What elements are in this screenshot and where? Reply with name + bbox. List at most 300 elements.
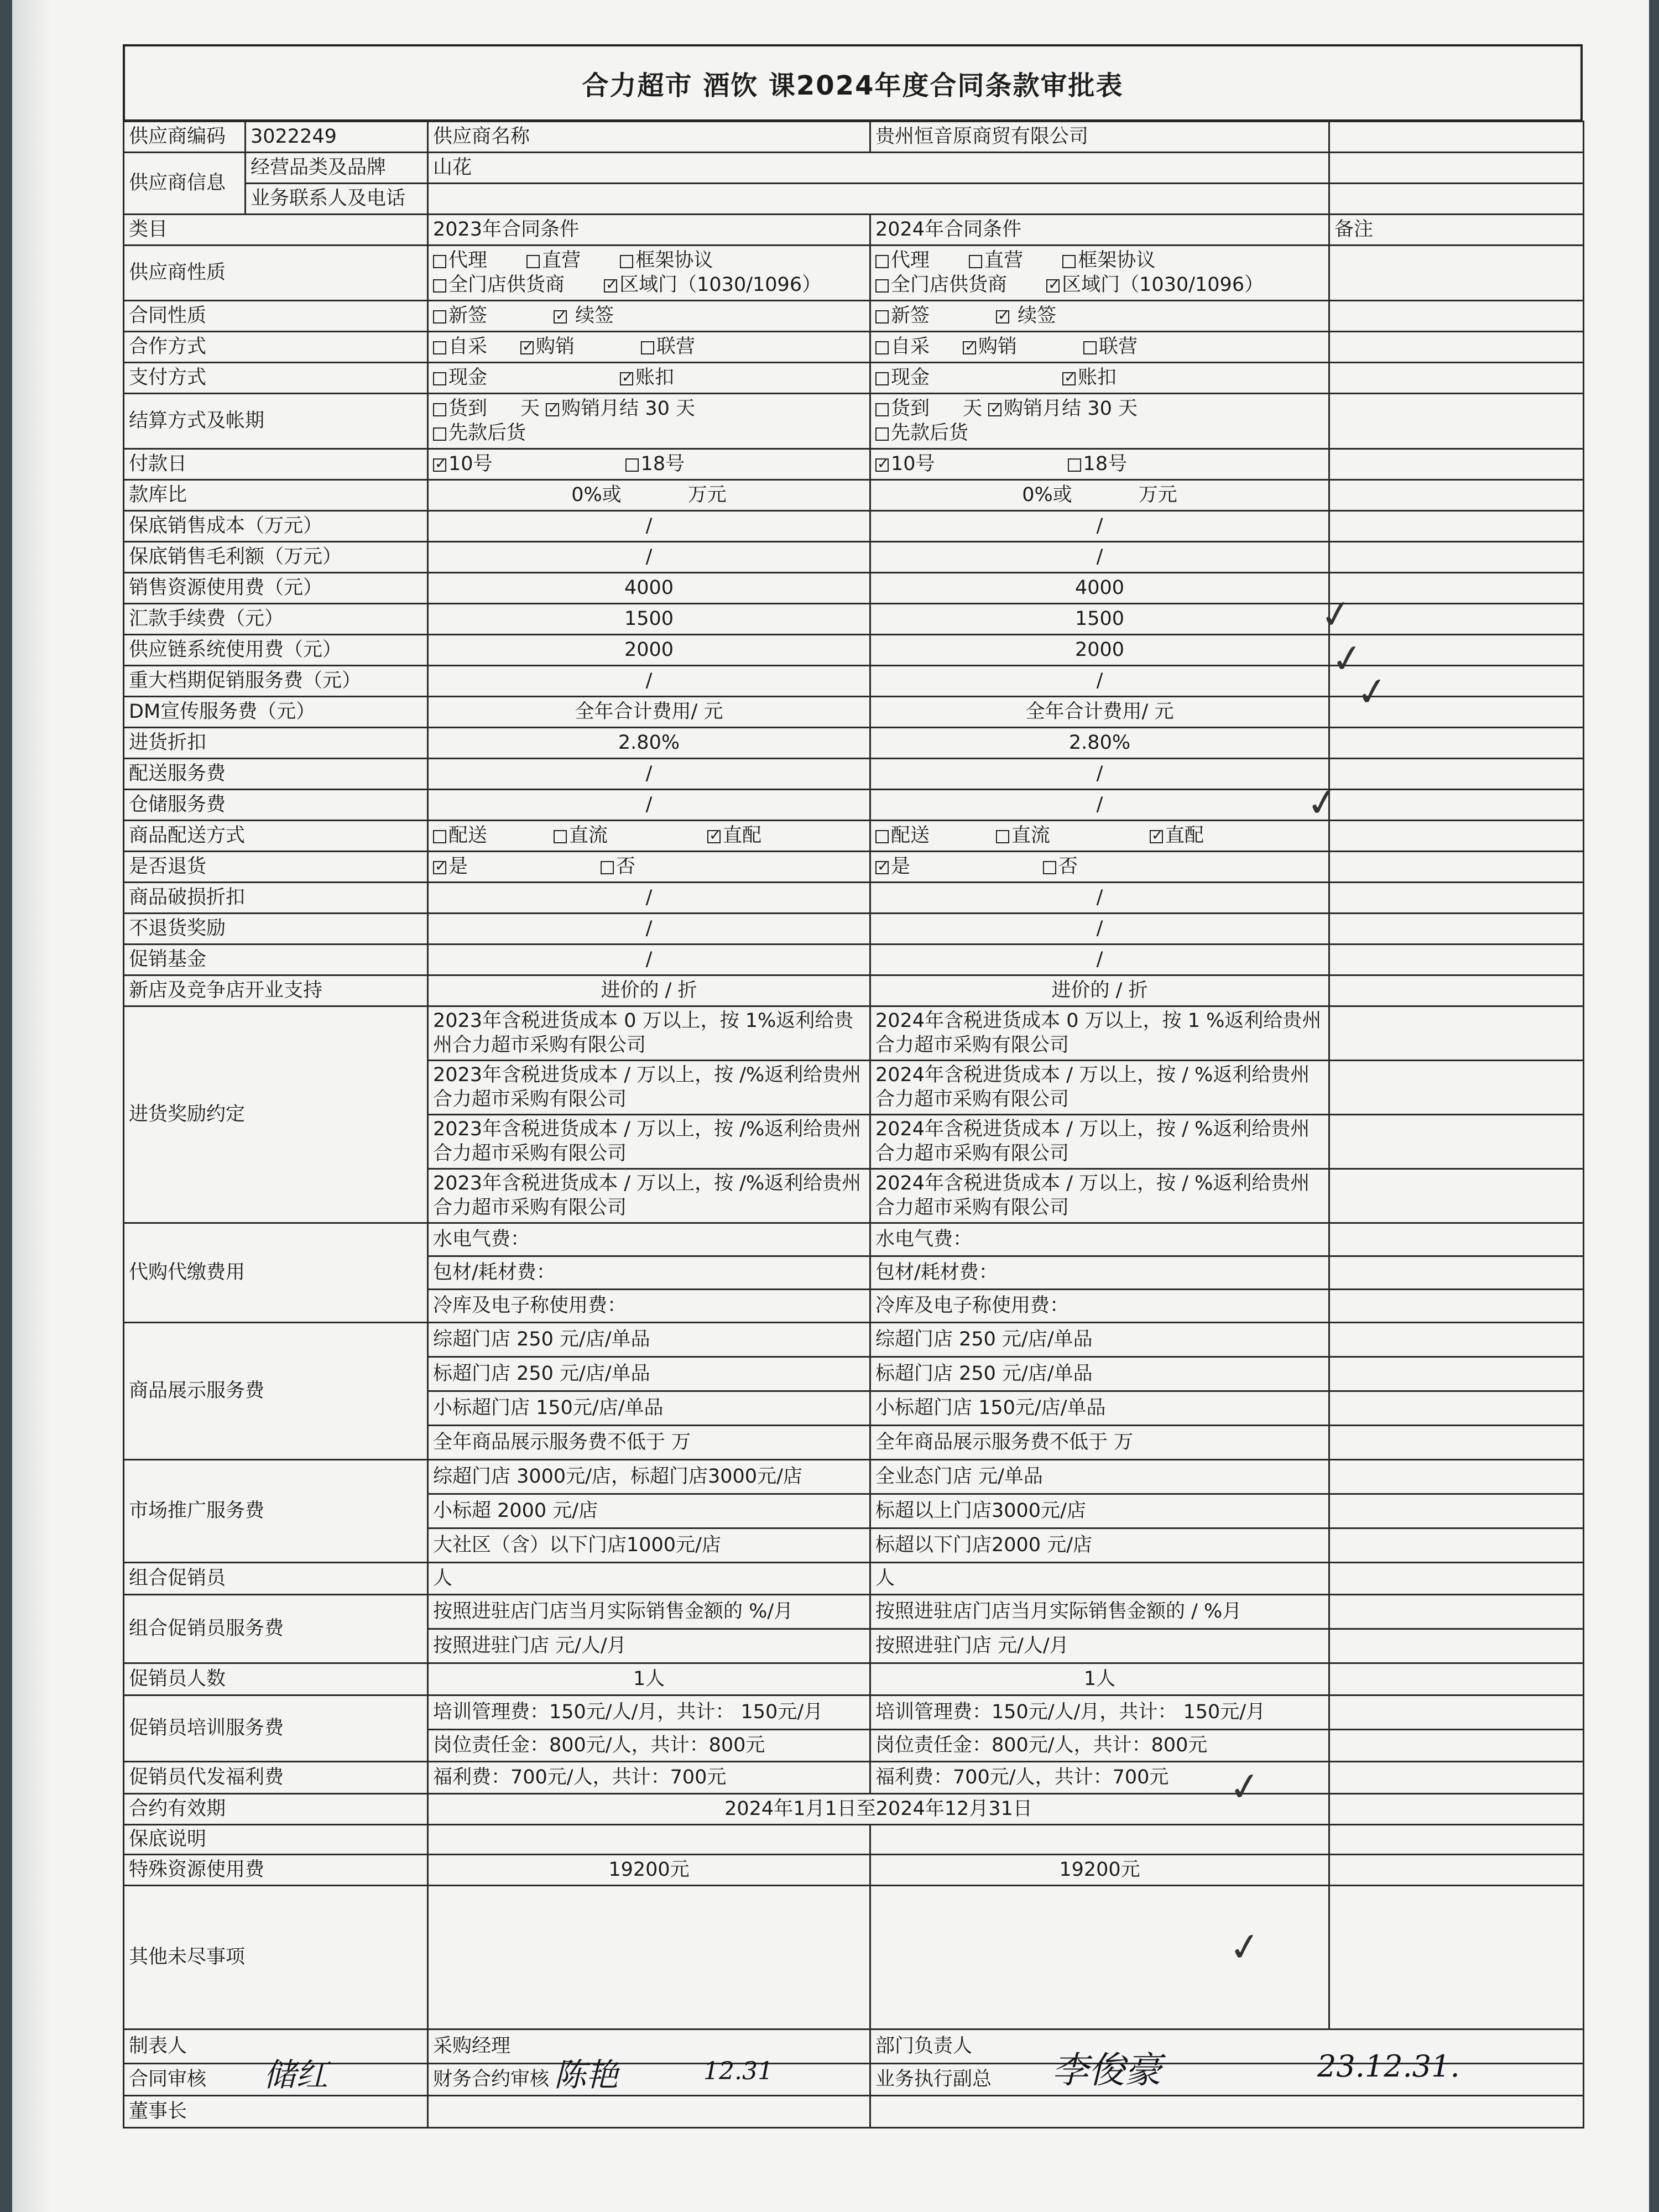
row-label: 支付方式 (124, 363, 428, 394)
cell-value: / (870, 666, 1329, 697)
checked-checkbox-icon (1062, 372, 1076, 385)
cell-value: 4000 (870, 573, 1329, 604)
option-label: 18号 (640, 452, 685, 475)
checkbox-icon (875, 279, 889, 293)
checkbox-icon (875, 310, 889, 324)
option-label: 直配 (1165, 824, 1204, 847)
settle-2023 (428, 394, 870, 449)
empty-cell (1329, 759, 1584, 790)
empty-cell (1329, 883, 1584, 914)
cell-value: 标超以下门店2000 元/店 (870, 1528, 1329, 1563)
cell-value: 1500 (870, 604, 1329, 635)
cell-value: 2000 (870, 635, 1329, 666)
checked-checkbox-icon (875, 458, 889, 472)
checkbox-icon (1068, 458, 1081, 472)
option-label: 30 天 (1087, 397, 1138, 420)
row-label: 促销基金 (124, 945, 428, 975)
cell-value: 全年合计费用/ 元 (428, 697, 870, 728)
option-label: 新签 (891, 304, 930, 327)
checked-checkbox-icon (520, 341, 534, 354)
dept-head-label: 部门负责人 (870, 2030, 1584, 2064)
header-item: 类目 (124, 215, 428, 246)
cell-value: 标超门店 250 元/店/单品 (870, 1357, 1329, 1391)
option-label: 区域门（1030/1096） (619, 273, 822, 296)
row-label: 其他未尽事项 (124, 1886, 428, 2030)
option-label: 10号 (448, 452, 493, 475)
option-label: 账扣 (1078, 366, 1117, 389)
contact-value (428, 184, 1329, 215)
empty-cell (1329, 1825, 1584, 1855)
row-label: 是否退货 (124, 852, 428, 883)
option-label: 账扣 (635, 366, 675, 389)
table-row (124, 945, 1584, 975)
row-label: 促销员代发福利费 (124, 1762, 428, 1794)
cell-value: / (428, 945, 870, 975)
cell-value: 培训管理费：150元/人/月，共计： 150元/月 (428, 1695, 870, 1730)
cell-value: 19200元 (428, 1855, 870, 1886)
option-label: 否 (1058, 855, 1078, 878)
empty-cell (1329, 1460, 1584, 1494)
reward-2023: 2023年含税进货成本 / 万以上，按 /%返利给贵州合力超市采购有限公司 (428, 1115, 870, 1169)
row-label: 供应链系统使用费（元） (124, 635, 428, 666)
empty-cell (1329, 1256, 1584, 1290)
dept-head-sign-date: 23.12.31. (1317, 2049, 1460, 2084)
checkbox-icon (554, 830, 567, 843)
checkbox-icon (433, 310, 446, 324)
row-label: 配送服务费 (124, 759, 428, 790)
header-2024: 2024年合同条件 (870, 215, 1329, 246)
checkbox-icon (433, 372, 446, 385)
checked-checkbox-icon (554, 310, 567, 324)
payway-2024 (870, 363, 1329, 394)
cell-value: 水电气费： (870, 1223, 1329, 1256)
empty-cell (1329, 1290, 1584, 1323)
option-label: 框架协议 (635, 249, 713, 272)
cell-value: 进价的 / 折 (428, 975, 870, 1006)
empty-cell (1329, 1223, 1584, 1256)
empty-cell (1329, 1169, 1584, 1223)
cell-value: / (870, 883, 1329, 914)
buyer-manager-label: 采购经理 (428, 2030, 870, 2064)
empty-cell (1329, 728, 1584, 759)
checkbox-icon (875, 830, 889, 843)
table-row (124, 1855, 1584, 1886)
cell-value: 培训管理费：150元/人/月，共计： 150元/月 (870, 1695, 1329, 1730)
table-row (124, 1563, 1584, 1595)
empty-cell (1329, 821, 1584, 852)
cell-value: 2000 (428, 635, 870, 666)
row-label: 销售资源使用费（元） (124, 573, 428, 604)
cell-value: / (428, 790, 870, 821)
option-label: 续签 (575, 304, 614, 327)
option-label: 直配 (723, 824, 762, 847)
option-label: 联营 (656, 335, 696, 358)
table-row (124, 1223, 1584, 1256)
cell-value: 岗位责任金：800元/人，共计：800元 (428, 1730, 870, 1762)
reward-2023: 2023年含税进货成本 / 万以上，按 /%返利给贵州合力超市采购有限公司 (428, 1169, 870, 1223)
table-row (124, 1794, 1584, 1825)
row-label: 特殊资源使用费 (124, 1855, 428, 1886)
empty-cell (1329, 1563, 1584, 1595)
checked-checkbox-icon (996, 310, 1009, 324)
coop-2023 (428, 332, 870, 363)
table-row (124, 604, 1584, 635)
checkbox-icon (875, 341, 889, 354)
table-row (124, 1695, 1584, 1730)
row-label: 进货折扣 (124, 728, 428, 759)
supplier-code: 3022249 (246, 122, 428, 153)
row-label: 仓储服务费 (124, 790, 428, 821)
cell-value: 小标超 2000 元/店 (428, 1494, 870, 1528)
cell-value: / (870, 542, 1329, 573)
empty-cell (1329, 1357, 1584, 1391)
cell-value: / (428, 759, 870, 790)
empty-cell (1329, 1663, 1584, 1695)
table-row (124, 122, 1584, 153)
option-label: 先款后货 (891, 421, 969, 444)
option-label: 配送 (448, 824, 488, 847)
cell-value: 按照进驻门店 元/人/月 (870, 1629, 1329, 1663)
option-label: 联营 (1099, 335, 1138, 358)
buyer-signature: 陈艳 (554, 2056, 619, 2094)
empty-cell (1329, 184, 1584, 215)
cell-value: 万元 (1138, 483, 1177, 506)
option-label: 代理 (448, 249, 488, 272)
cell-value: 2.80% (428, 728, 870, 759)
empty-cell (428, 2096, 870, 2128)
cell-value: / (428, 914, 870, 945)
checkbox-icon (620, 255, 633, 268)
option-label: 购销 (536, 335, 575, 358)
option-label: 续签 (1018, 304, 1057, 327)
checkbox-icon (969, 255, 982, 268)
option-label: 是 (448, 855, 468, 878)
cell-value: 冷库及电子称使用费： (428, 1290, 870, 1323)
checkbox-icon (1043, 861, 1056, 874)
empty-cell (1329, 1061, 1584, 1115)
cell-value: 全年商品展示服务费不低于 万 (428, 1426, 870, 1460)
table-row (124, 1886, 1584, 2030)
option-label: 直流 (569, 824, 608, 847)
table-row (124, 975, 1584, 1006)
empty-cell (1329, 1528, 1584, 1563)
table-row (124, 883, 1584, 914)
checkbox-icon (875, 427, 889, 441)
checkbox-icon (625, 458, 639, 472)
checkbox-icon (433, 427, 446, 441)
contract-2023 (428, 301, 870, 332)
buyer-sign-date: 12.31 (703, 2057, 773, 2085)
handwritten-check-icon: ✓ (1225, 1762, 1265, 1812)
empty-cell (1329, 1391, 1584, 1426)
option-label: 现金 (448, 366, 488, 389)
table-row (124, 153, 1584, 184)
checked-checkbox-icon (1150, 830, 1163, 843)
table-row (124, 790, 1584, 821)
reward-2024: 2024年含税进货成本 / 万以上，按 / %返利给贵州合力超市采购有限公司 (870, 1061, 1329, 1115)
empty-cell (1329, 153, 1584, 184)
distmode-2024 (870, 821, 1329, 852)
cell-value: 包材/耗材费： (870, 1256, 1329, 1290)
table-row (124, 573, 1584, 604)
row-label: 促销员培训服务费 (124, 1695, 428, 1762)
empty-cell (1329, 122, 1584, 153)
return-2023 (428, 852, 870, 883)
table-row (124, 1762, 1584, 1794)
table-row (124, 215, 1584, 246)
table-row (124, 2096, 1584, 2128)
cell-value: 0%或 (1022, 483, 1072, 506)
cell-value: 福利费：700元/人，共计：700元 (428, 1762, 870, 1794)
category-label: 经营品类及品牌 (246, 153, 428, 184)
reward-2024: 2024年含税进货成本 / 万以上，按 / %返利给贵州合力超市采购有限公司 (870, 1115, 1329, 1169)
table-row (124, 1663, 1584, 1695)
cell-value: 1500 (428, 604, 870, 635)
option-label: 货到 (448, 397, 488, 420)
checkbox-icon (1083, 341, 1097, 354)
table-row (124, 1323, 1584, 1357)
row-label: 不退货奖励 (124, 914, 428, 945)
cell-value: 小标超门店 150元/店/单品 (428, 1391, 870, 1426)
nature-2024 (870, 246, 1329, 301)
empty-cell (1329, 1730, 1584, 1762)
cell-value: / (870, 790, 1329, 821)
checked-checkbox-icon (875, 861, 889, 874)
option-label: 现金 (891, 366, 930, 389)
checkbox-icon (526, 255, 540, 268)
form-title: 合力超市 酒饮 课2024年度合同条款审批表 (123, 44, 1583, 122)
empty-cell (1329, 975, 1584, 1006)
stock-2023 (428, 480, 870, 511)
checkbox-icon (996, 830, 1009, 843)
return-2024 (870, 852, 1329, 883)
empty-cell (428, 1825, 870, 1855)
empty-cell (1329, 1426, 1584, 1460)
empty-cell (1329, 1006, 1584, 1061)
cell-value: 综超门店 250 元/店/单品 (428, 1323, 870, 1357)
nature-2023 (428, 246, 870, 301)
empty-cell (870, 1825, 1329, 1855)
supplier-info-label: 供应商信息 (124, 153, 246, 215)
option-label: 直流 (1011, 824, 1051, 847)
cell-value: 按照进驻店门店当月实际销售金额的 %/月 (428, 1595, 870, 1629)
empty-cell (1329, 363, 1584, 394)
option-label: 购销月结 (1004, 397, 1082, 420)
payday-2024 (870, 449, 1329, 480)
empty-cell (428, 1886, 870, 2030)
header-note: 备注 (1329, 215, 1584, 246)
checked-checkbox-icon (963, 341, 976, 354)
empty-cell (1329, 914, 1584, 945)
empty-cell (1329, 301, 1584, 332)
row-label: 付款日 (124, 449, 428, 480)
supplier-name: 贵州恒音原商贸有限公司 (870, 122, 1329, 153)
cell-value: 包材/耗材费： (428, 1256, 870, 1290)
empty-cell (1329, 1115, 1584, 1169)
table-row (124, 759, 1584, 790)
row-label: 保底销售毛利额（万元） (124, 542, 428, 573)
vp-label: 业务执行副总 (870, 2064, 1584, 2096)
reward-2024: 2024年含税进货成本 0 万以上，按 1 %返利给贵州合力超市采购有限公司 (870, 1006, 1329, 1061)
cell-value: 人 (428, 1563, 870, 1595)
checkbox-icon (641, 341, 654, 354)
checked-checkbox-icon (604, 279, 617, 293)
empty-cell (1329, 573, 1584, 604)
option-label: 10号 (891, 452, 935, 475)
header-2023: 2023年合同条件 (428, 215, 870, 246)
option-label: 全门店供货商 (891, 273, 1008, 296)
cell-value: / (428, 511, 870, 542)
checked-checkbox-icon (988, 403, 1001, 416)
reward-2023: 2023年含税进货成本 / 万以上，按 /%返利给贵州合力超市采购有限公司 (428, 1061, 870, 1115)
row-label: 供应商性质 (124, 246, 428, 301)
cell-value: 人 (870, 1563, 1329, 1595)
option-label: 新签 (448, 304, 488, 327)
empty-cell (1329, 1855, 1584, 1886)
cell-value: / (428, 666, 870, 697)
cell-value: 标超以上门店3000元/店 (870, 1494, 1329, 1528)
row-label: 进货奖励约定 (124, 1006, 428, 1223)
empty-cell (1329, 332, 1584, 363)
row-label: 组合促销员服务费 (124, 1595, 428, 1663)
option-label: 直营 (984, 249, 1024, 272)
option-label: 30 天 (645, 397, 695, 420)
table-row (124, 332, 1584, 363)
empty-cell (1329, 449, 1584, 480)
cell-value: / (870, 914, 1329, 945)
cell-value: / (428, 542, 870, 573)
table-row (124, 301, 1584, 332)
cell-value: 1人 (870, 1663, 1329, 1695)
empty-cell (1329, 394, 1584, 449)
cell-value: / (870, 759, 1329, 790)
option-label: 配送 (891, 824, 930, 847)
row-label: 促销员人数 (124, 1663, 428, 1695)
cell-value: 4000 (428, 573, 870, 604)
checked-checkbox-icon (546, 403, 559, 416)
option-label: 是 (891, 855, 911, 878)
table-row (124, 184, 1584, 215)
checked-checkbox-icon (707, 830, 721, 843)
empty-cell (1329, 1695, 1584, 1730)
reward-2023: 2023年含税进货成本 0 万以上，按 1%返利给贵州合力超市采购有限公司 (428, 1006, 870, 1061)
row-label: 重大档期促销服务费（元） (124, 666, 428, 697)
empty-cell (1329, 1323, 1584, 1357)
contract-2024 (870, 301, 1329, 332)
cell-value: 水电气费： (428, 1223, 870, 1256)
cell-value: 冷库及电子称使用费： (870, 1290, 1329, 1323)
cell-value: 19200元 (870, 1855, 1329, 1886)
contract-table (123, 121, 1584, 2128)
table-row (124, 1460, 1584, 1494)
table-row (124, 635, 1584, 666)
cell-value: 万元 (687, 483, 727, 506)
category-value: 山花 (428, 153, 1329, 184)
coop-2024 (870, 332, 1329, 363)
cell-value: 全业态门店 元/单品 (870, 1460, 1329, 1494)
row-label: DM宣传服务费（元） (124, 697, 428, 728)
row-label: 商品配送方式 (124, 821, 428, 852)
row-label: 合同性质 (124, 301, 428, 332)
checkbox-icon (601, 861, 614, 874)
payway-2023 (428, 363, 870, 394)
table-row (124, 363, 1584, 394)
table-row (124, 480, 1584, 511)
table-row (124, 728, 1584, 759)
option-label: 购销月结 (561, 397, 639, 420)
empty-cell (1329, 790, 1584, 821)
option-label: 18号 (1083, 452, 1128, 475)
finance-audit-label: 财务合约审核 (428, 2064, 870, 2096)
empty-cell (1329, 604, 1584, 635)
table-row (124, 1825, 1584, 1855)
row-label: 汇款手续费（元） (124, 604, 428, 635)
row-label: 合作方式 (124, 332, 428, 363)
distmode-2023 (428, 821, 870, 852)
empty-cell (1329, 511, 1584, 542)
table-row (124, 914, 1584, 945)
table-row (124, 394, 1584, 449)
payday-2023 (428, 449, 870, 480)
dept-head-signature: 李俊豪 (1052, 2049, 1161, 2091)
empty-cell (1329, 1886, 1584, 2030)
option-label: 购销 (978, 335, 1018, 358)
empty-cell (1329, 1762, 1584, 1794)
option-label: 否 (616, 855, 636, 878)
cell-value: / (428, 883, 870, 914)
handwritten-check-icon: ✓ (1225, 1922, 1265, 1972)
row-label: 商品破损折扣 (124, 883, 428, 914)
supplier-name-label: 供应商名称 (428, 122, 870, 153)
cell-value: 标超门店 250 元/店/单品 (428, 1357, 870, 1391)
option-label: 区域门（1030/1096） (1062, 273, 1264, 296)
checkbox-icon (433, 255, 446, 268)
table-row (124, 1595, 1584, 1629)
checkbox-icon (875, 403, 889, 416)
checkbox-icon (433, 279, 446, 293)
empty-cell (1329, 1629, 1584, 1663)
settle-2024 (870, 394, 1329, 449)
row-label: 新店及竞争店开业支持 (124, 975, 428, 1006)
maker-signature: 储红 (264, 2056, 328, 2094)
option-label: 直营 (542, 249, 581, 272)
row-label: 制表人 (124, 2030, 428, 2064)
cell-value: 福利费：700元/人，共计：700元 (870, 1762, 1329, 1794)
table-row (124, 449, 1584, 480)
cell-value: 1人 (428, 1663, 870, 1695)
row-label: 董事长 (124, 2096, 428, 2128)
cell-value: / (870, 945, 1329, 975)
handwritten-check-icon: ✓ (1353, 667, 1392, 717)
empty-cell (870, 2096, 1584, 2128)
table-row (124, 542, 1584, 573)
cell-value: 全年合计费用/ 元 (870, 697, 1329, 728)
cell-value: 进价的 / 折 (870, 975, 1329, 1006)
row-label: 合约有效期 (124, 1794, 428, 1825)
empty-cell (1329, 542, 1584, 573)
cell-value: 0%或 (571, 483, 622, 506)
cell-value: / (870, 511, 1329, 542)
option-label: 自采 (448, 335, 488, 358)
table-row (124, 852, 1584, 883)
checked-checkbox-icon (1046, 279, 1060, 293)
handwritten-check-icon: ✓ (1317, 589, 1356, 639)
checkbox-icon (433, 830, 446, 843)
option-label: 先款后货 (448, 421, 526, 444)
row-label: 合同审核 (124, 2064, 428, 2096)
row-label: 保底销售成本（万元） (124, 511, 428, 542)
checkbox-icon (1062, 255, 1076, 268)
